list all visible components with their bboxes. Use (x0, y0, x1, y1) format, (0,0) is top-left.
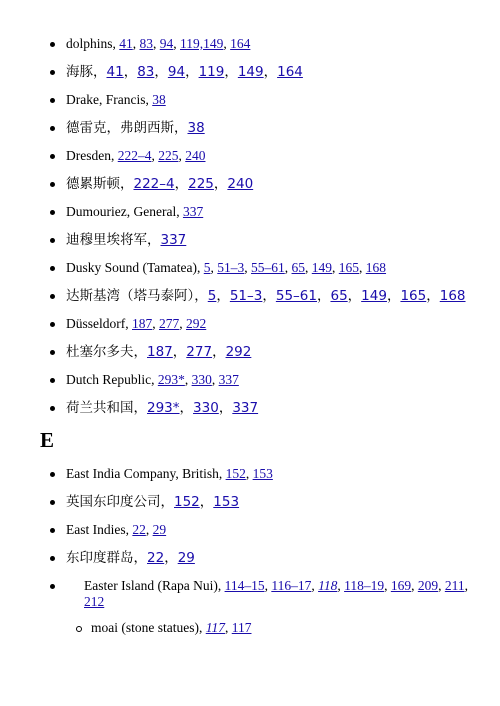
bullet-icon (50, 42, 55, 47)
bullet-icon (50, 98, 55, 103)
bullet-icon (50, 182, 55, 187)
page-ref-link[interactable]: 29 (152, 522, 167, 537)
page-ref-link[interactable]: 38 (187, 120, 205, 136)
page-ref-link[interactable]: 153 (213, 494, 240, 510)
page-ref-link[interactable]: 65 (291, 260, 306, 275)
page-ref-link[interactable]: 65 (330, 288, 348, 304)
index-term: East Indies, (66, 522, 133, 537)
ref-separator: ， (174, 176, 189, 192)
bullet-icon (50, 294, 55, 299)
page-ref-link[interactable]: 277 (159, 316, 180, 331)
page-ref-link[interactable]: 292 (225, 344, 252, 360)
ref-separator: ， (386, 288, 401, 304)
index-term: 东印度群岛， (66, 550, 147, 566)
ref-separator: ， (347, 288, 362, 304)
page-ref-link[interactable]: 119 (198, 64, 225, 80)
page-ref-link[interactable]: 165 (338, 260, 360, 275)
index-entry-text (66, 148, 205, 164)
ref-separator: , (244, 260, 252, 275)
ref-separator: , (337, 578, 345, 593)
page-ref-link[interactable]: 114–15 (224, 578, 265, 593)
bullet-icon (50, 126, 55, 131)
index-entry-text (66, 466, 273, 482)
index-term: 荷兰共和国， (66, 400, 147, 416)
ref-separator: , (332, 260, 339, 275)
index-entry-text (66, 316, 206, 332)
ref-separator: , (223, 36, 231, 51)
index-entry-text (66, 260, 386, 276)
bullet-icon (50, 266, 55, 271)
index-term: moai (stone statues), (91, 620, 206, 635)
bullet-icon (50, 528, 55, 533)
ref-separator: , (210, 260, 218, 275)
page-ref-link[interactable]: 55–61 (275, 288, 317, 304)
index-term: Dumouriez, General, (66, 204, 183, 219)
ref-separator: ， (154, 64, 168, 80)
index-term: 德累斯顿， (66, 176, 134, 192)
ref-separator: , (153, 36, 160, 51)
page-ref-link[interactable]: 153 (252, 466, 273, 481)
page-ref-link[interactable]: 337 (182, 204, 204, 219)
page-ref-link[interactable]: 5 (207, 288, 217, 304)
page-ref-link[interactable]: 22 (132, 522, 146, 537)
sub-bullet-icon (76, 626, 82, 632)
bullet-icon (50, 322, 55, 327)
bullet-icon (50, 238, 55, 243)
page-ref-link[interactable]: 51–3 (217, 260, 245, 275)
ref-separator: ， (316, 288, 331, 304)
page-ref-link[interactable]: 164 (230, 36, 251, 51)
index-entry-text (66, 36, 250, 52)
index-entry-text (66, 372, 239, 388)
index-term: Dusky Sound (Tamatea), (66, 260, 204, 275)
ref-separator: , (173, 36, 181, 51)
index-term: Dutch Republic, (66, 372, 158, 387)
page-ref-link[interactable]: 187 (132, 316, 153, 331)
page-ref-link[interactable]: 337 (232, 400, 259, 416)
ref-separator: , (224, 620, 232, 635)
ref-separator: , (384, 578, 391, 593)
page-ref-link[interactable]: 119,149 (180, 36, 224, 51)
index-entry-text (66, 92, 166, 108)
index-term: Dresden, (66, 148, 118, 163)
bullet-icon (50, 70, 55, 75)
page-ref-link[interactable]: 41 (106, 64, 124, 80)
page-ref-link[interactable]: 5 (203, 260, 211, 275)
index-entry-text (66, 344, 251, 360)
ref-separator: , (264, 578, 272, 593)
index-term: 海豚， (66, 64, 107, 80)
ref-separator: , (438, 578, 445, 593)
page-ref-link[interactable]: 118–19 (344, 578, 385, 593)
index-entry-text (66, 120, 205, 136)
bullet-icon (50, 406, 55, 411)
ref-separator: , (464, 578, 468, 593)
index-term: 杜塞尔多夫， (66, 344, 147, 360)
page-ref-link[interactable]: 117 (205, 620, 225, 635)
ref-separator: ， (179, 400, 194, 416)
page-ref-link[interactable]: 152 (174, 494, 200, 510)
ref-separator: ， (164, 550, 178, 566)
ref-separator: ， (216, 288, 230, 304)
page-ref-link[interactable]: 225 (188, 176, 214, 192)
bullet-icon (50, 378, 55, 383)
ref-separator: ， (263, 64, 278, 80)
page-ref-link[interactable]: 22 (147, 550, 165, 566)
bullet-icon (50, 472, 55, 477)
page-ref-link[interactable]: 169 (390, 578, 412, 593)
index-term: 迪穆里埃将军， (66, 232, 161, 248)
index-entry-text (66, 232, 186, 248)
index-entry-text (91, 620, 251, 636)
ref-separator: , (132, 36, 140, 51)
ref-separator: , (305, 260, 312, 275)
index-term: 德雷克，弗朗西斯， (66, 120, 188, 136)
index-term: dolphins, (66, 36, 120, 51)
index-term: East India Company, British, (66, 466, 226, 481)
ref-separator: ， (262, 288, 276, 304)
index-entry-text (66, 522, 166, 538)
index-entry-text (66, 400, 258, 416)
page-ref-link[interactable]: 337 (160, 232, 187, 248)
ref-separator: , (151, 148, 159, 163)
page-ref-link[interactable]: 240 (185, 148, 206, 163)
ref-separator: ， (218, 400, 233, 416)
page-ref-link[interactable]: 293* (147, 400, 180, 416)
ref-separator: , (359, 260, 366, 275)
page-ref-link[interactable]: 187 (147, 344, 173, 360)
ref-separator: , (411, 578, 418, 593)
page-ref-link[interactable]: 164 (277, 64, 303, 80)
index-term: 英国东印度公司， (66, 494, 174, 510)
index-term: 达斯基湾（塔马泰阿）， (66, 288, 208, 304)
page-ref-link[interactable]: 211 (444, 578, 465, 593)
bullet-icon (50, 210, 55, 215)
page-ref-link[interactable]: 330 (193, 400, 219, 416)
page-ref-link[interactable]: 222–4 (117, 148, 152, 163)
page-ref-link[interactable]: 330 (191, 372, 212, 387)
ref-separator: ， (213, 176, 228, 192)
index-entry-text (66, 176, 253, 192)
page-ref-link[interactable]: 292 (186, 316, 207, 331)
ref-separator: ， (224, 64, 238, 80)
page-ref-link[interactable]: 168 (439, 288, 466, 304)
index-entry-text (66, 204, 203, 220)
index-term: Easter Island (Rapa Nui), (84, 578, 225, 593)
page-ref-link[interactable]: 240 (227, 176, 254, 192)
page-ref-link[interactable]: 277 (186, 344, 213, 360)
index-entry-text (66, 64, 303, 80)
page-ref-link[interactable]: 168 (365, 260, 387, 275)
ref-separator: , (152, 316, 159, 331)
ref-separator: , (179, 316, 186, 331)
index-entry-text (84, 578, 486, 610)
ref-separator: ， (426, 288, 440, 304)
ref-separator: ， (212, 344, 226, 360)
page-ref-link[interactable]: 149 (311, 260, 333, 275)
ref-separator: , (284, 260, 292, 275)
page-ref-link[interactable]: 212 (84, 594, 105, 609)
section-heading-e: E (40, 428, 55, 452)
bullet-icon (50, 350, 55, 355)
ref-separator: , (178, 148, 186, 163)
ref-separator: ， (123, 64, 138, 80)
ref-separator: ， (172, 344, 187, 360)
page-ref-link[interactable]: 94 (167, 64, 186, 80)
bullet-icon (50, 154, 55, 159)
index-term: Düsseldorf, (66, 316, 132, 331)
page-ref-link[interactable]: 222–4 (133, 176, 175, 192)
page-ref-link[interactable]: 116–17 (271, 578, 312, 593)
page-ref-link[interactable]: 209 (417, 578, 439, 593)
ref-separator: , (245, 466, 253, 481)
page-ref-link[interactable]: 38 (152, 92, 166, 107)
bullet-icon (50, 556, 55, 561)
page-ref-link[interactable]: 83 (137, 64, 155, 80)
page-ref-link[interactable]: 293* (157, 372, 185, 387)
ref-separator: , (311, 578, 319, 593)
page-ref-link[interactable]: 83 (139, 36, 154, 51)
ref-separator: , (211, 372, 219, 387)
page-ref-link[interactable]: 29 (177, 550, 195, 566)
bullet-icon (50, 584, 55, 589)
ref-separator: , (184, 372, 192, 387)
index-term: Drake, Francis, (66, 92, 153, 107)
index-entry-text (66, 494, 239, 510)
ref-separator: , (145, 522, 153, 537)
page-ref-link[interactable]: 55–61 (251, 260, 285, 275)
index-entry-text (66, 288, 466, 304)
index-entry-text (66, 550, 195, 566)
page-ref-link[interactable]: 152 (225, 466, 246, 481)
page-ref-link[interactable]: 94 (159, 36, 174, 51)
page-ref-link[interactable]: 149 (361, 288, 387, 304)
page-ref-link[interactable]: 165 (400, 288, 427, 304)
page-ref-link[interactable]: 149 (237, 64, 264, 80)
page-ref-link[interactable]: 225 (158, 148, 179, 163)
ref-separator: ， (199, 494, 214, 510)
ref-separator: ， (185, 64, 199, 80)
page-ref-link[interactable]: 117 (231, 620, 252, 635)
page-ref-link[interactable]: 118 (318, 578, 338, 593)
page-ref-link[interactable]: 51–3 (229, 288, 263, 304)
index-entry (48, 578, 468, 610)
bullet-icon (50, 500, 55, 505)
page-ref-link[interactable]: 41 (119, 36, 133, 51)
page-ref-link[interactable]: 337 (218, 372, 239, 387)
